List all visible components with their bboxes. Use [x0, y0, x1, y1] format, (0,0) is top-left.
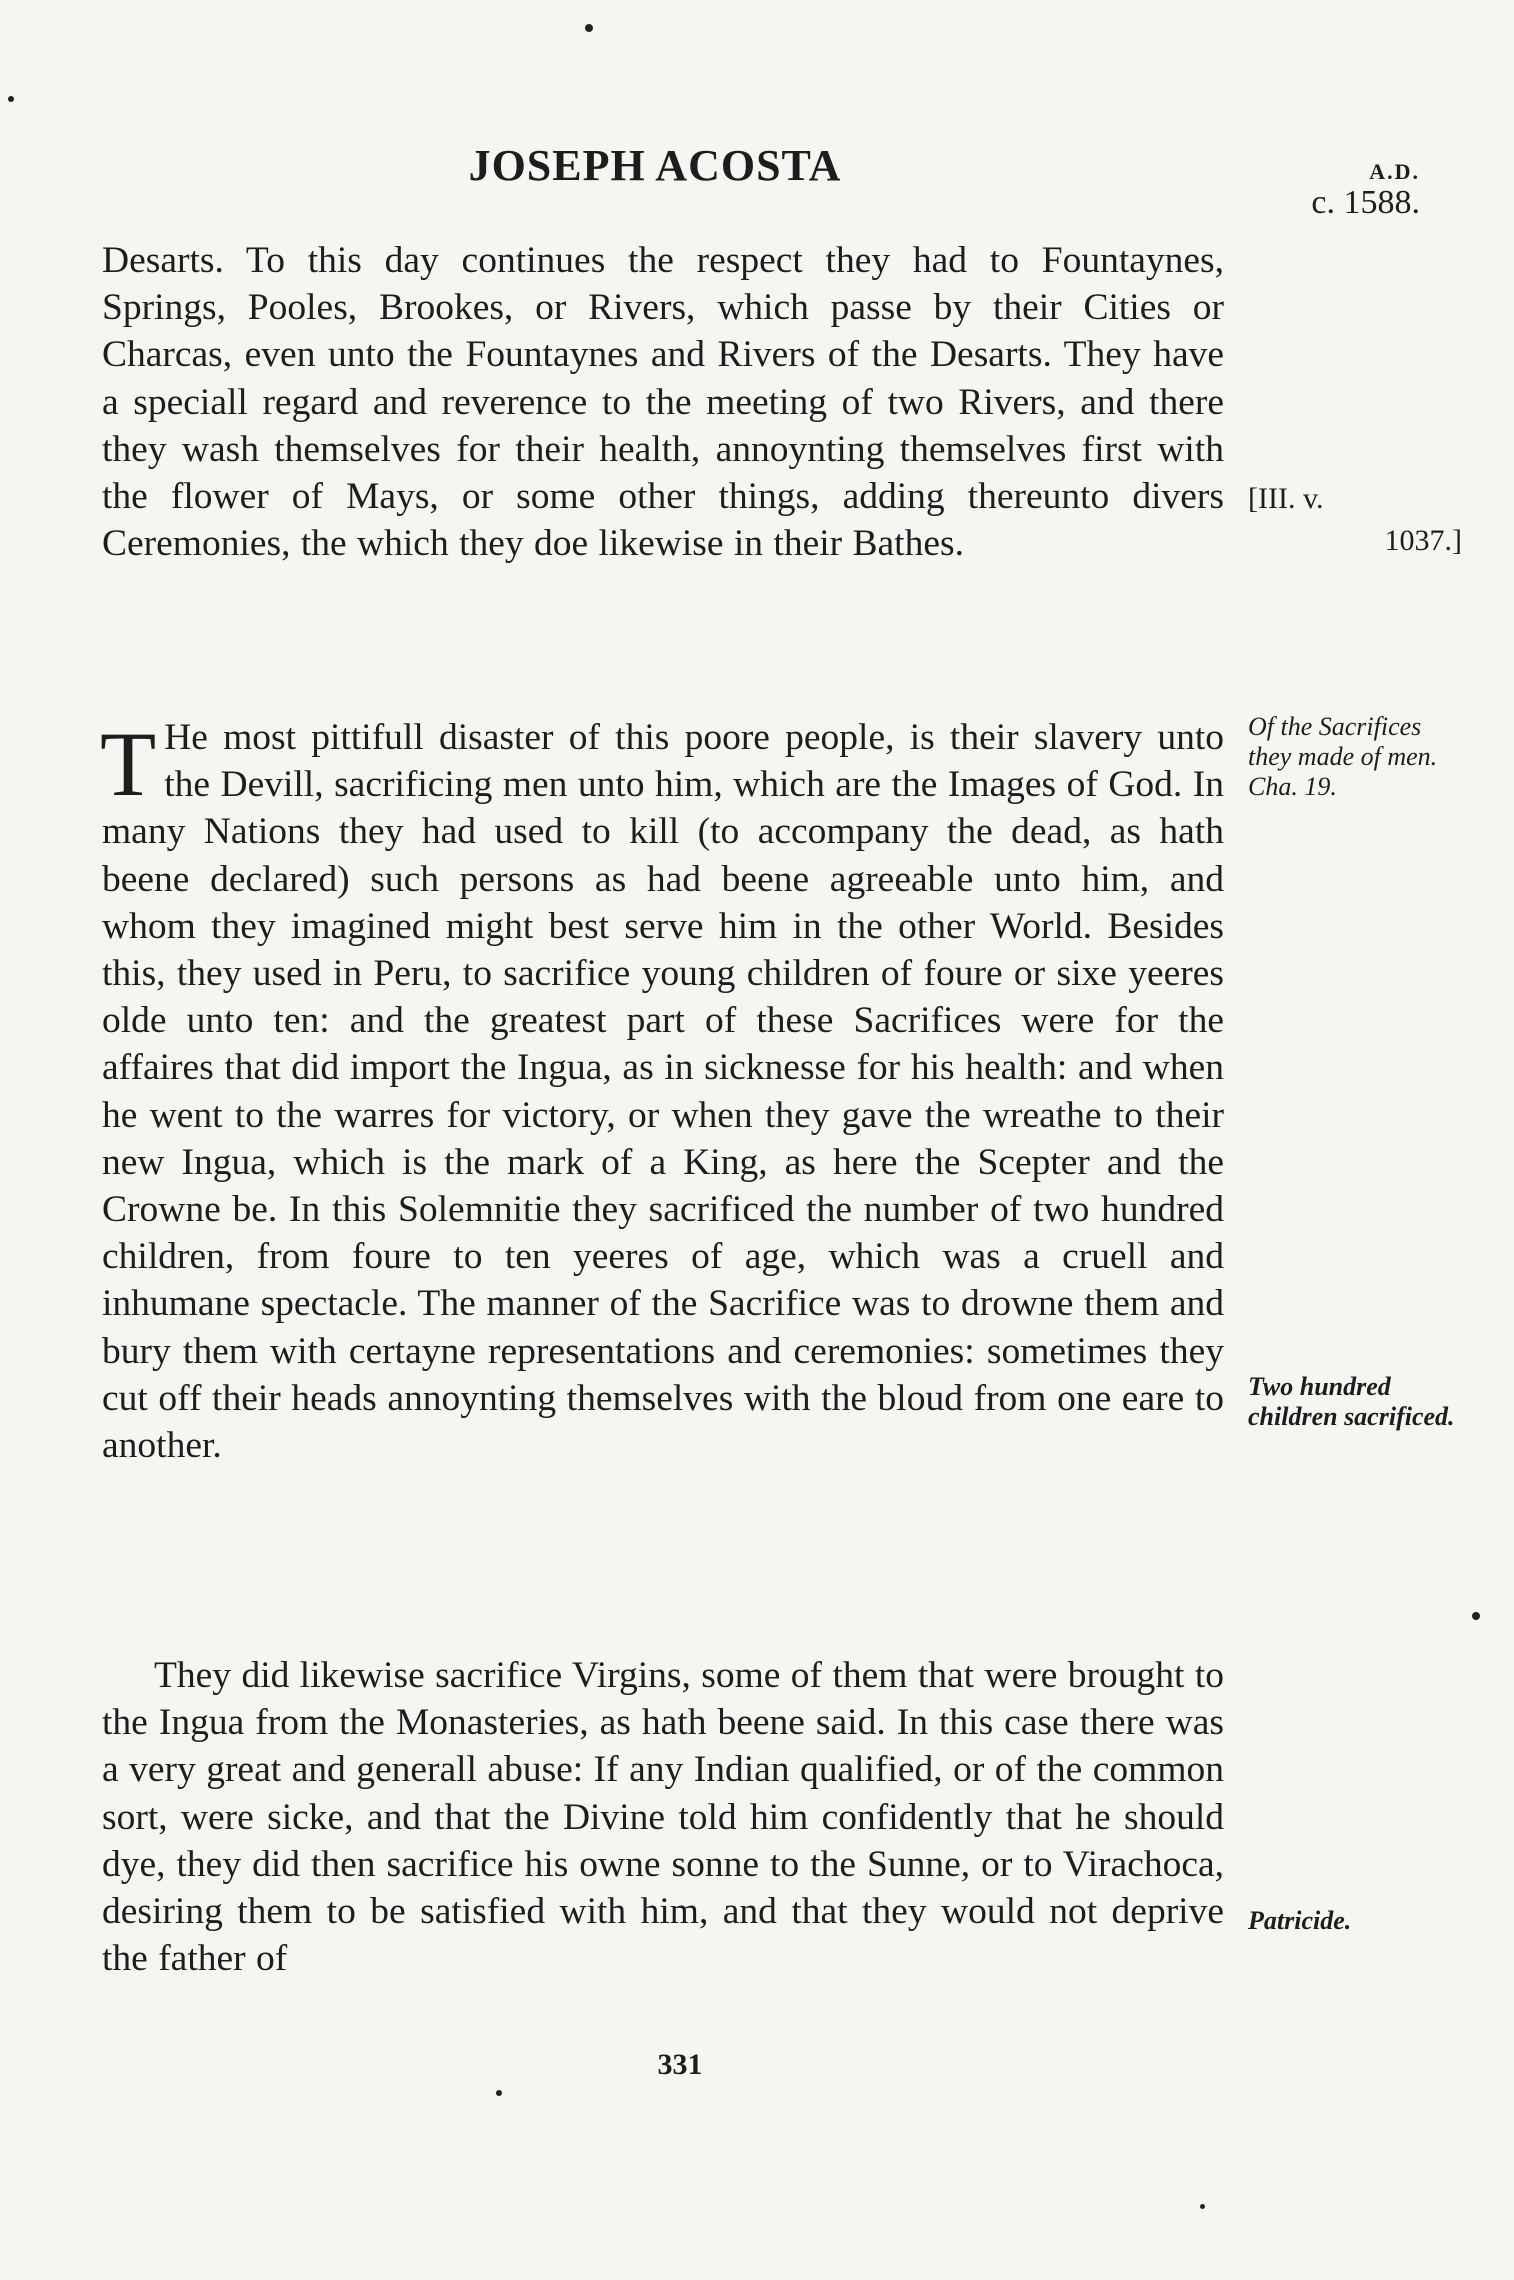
- margin-note-two-hundred: Two hundred children sacrificed.: [1248, 1372, 1455, 1431]
- ink-speck: [1200, 2204, 1205, 2209]
- page-number: 331: [657, 2048, 703, 2081]
- era-label: A.D.: [1369, 159, 1420, 184]
- paragraph-3-text: They did likewise sacrifice Virgins, some of them that were brought to the Ingua from the Monasteries, as hath beene said. In this case there was a very great and generall abuse: If any Indian qualified, or of the common sort, were sicke, and that the Divine told him confidently that he should dye, they did then sacrifice his owne sonne to the Sunne, or to Virachoca, desiring them to be satisfied with him, and that they would not deprive the father of: [102, 1655, 1224, 1980]
- margin-note-patricide: Patricide.: [1248, 1906, 1352, 1935]
- paragraph-1: [102, 237, 1224, 567]
- drop-cap: T: [100, 713, 157, 815]
- ink-speck: [585, 24, 593, 32]
- paragraph-1-text: Desarts. To this day continues the respect they had to Fountaynes, Springs, Pooles, Brookes, or Rivers, which passe by their Cities or Charcas, even unto the Fountaynes and Rivers of the Desarts. They have a speciall regard and reverence to the meeting of two Rivers, and there they wash themselves for their health, annoynting themselves first with the flower of Mays, or some other things, adding thereunto divers Ceremonies, the which they doe likewise in their Bathes.: [102, 240, 1224, 565]
- margin-reference-volume: [III. v.: [1248, 482, 1324, 515]
- running-head-title: JOSEPH ACOSTA: [468, 141, 842, 190]
- date-note: [1311, 160, 1420, 222]
- paragraph-3: [102, 1652, 1224, 1982]
- year-label: c. 1588.: [1311, 184, 1420, 222]
- paragraph-2-text: He most pittifull disaster of this poore people, is their slavery unto the Devill, sacrificing men unto him, which are the Images of God. In many Nations they had used to kill (to accompany the dead, as hath beene declared) such persons as had beene agreeable unto him, and whom they imagined might best serve him in the other World. Besides this, they used in Peru, to sacrifice young children of foure or sixe yeeres olde unto ten: and the greatest part of these Sacrifices were for the affaires that did import the Ingua, as in sicknesse for his health: and when he went to the warres for victory, or when they gave the wreathe to their new Ingua, which is the mark of a King, as here the Scepter and the Crowne be. In this Solemnitie they sacrificed the number of two hundred children, from foure to ten yeeres of age, which was a cruell and inhumane spectacle. The manner of the Sacrifice was to drowne them and bury them with certayne representations and ceremonies: sometimes they cut off their heads annoynting themselves with the bloud from one eare to another.: [102, 717, 1224, 1467]
- ink-speck: [8, 96, 14, 102]
- paragraph-2: [102, 714, 1224, 1469]
- margin-reference-page: 1037.]: [1384, 524, 1462, 557]
- ink-speck: [496, 2090, 502, 2096]
- margin-note-sacrifices: Of the Sacrifices they made of men. Cha. 19.: [1248, 712, 1438, 801]
- ink-speck: [1472, 1612, 1480, 1620]
